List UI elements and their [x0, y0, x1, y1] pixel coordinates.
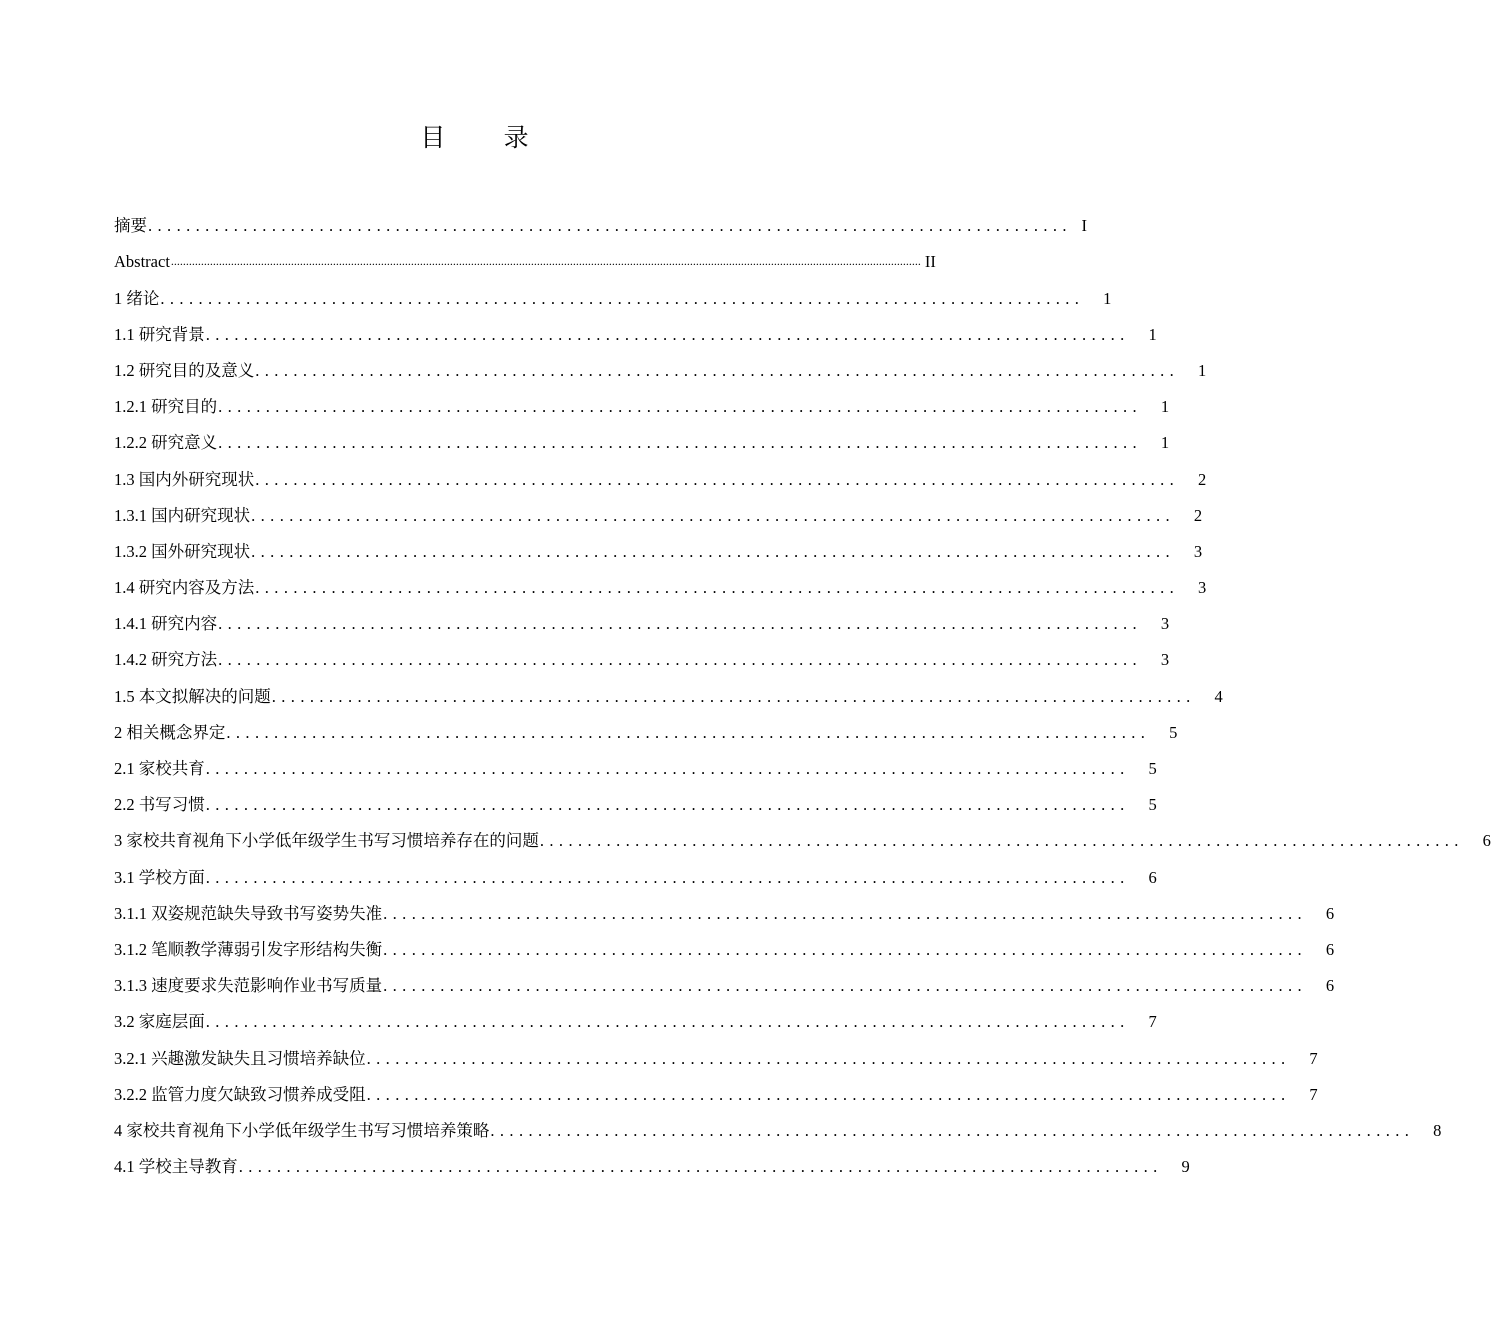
toc-entry[interactable]: [114, 570, 1207, 606]
toc-entry-page: 1: [1160, 397, 1170, 417]
toc-entry[interactable]: [114, 678, 1223, 714]
toc-entry-page: 7: [1309, 1084, 1318, 1104]
toc-dot-leader: .................................................................................................: [218, 614, 1143, 634]
toc-entry[interactable]: [114, 461, 1207, 497]
toc-entry-page: 3: [1197, 578, 1207, 598]
toc-entry[interactable]: [114, 353, 1207, 389]
toc-dot-leader: .................................................................................................: [218, 397, 1143, 417]
toc-entry-label: 1 绪论: [114, 288, 160, 308]
toc-dot-leader: .................................................................................................: [383, 903, 1308, 923]
toc-entry-page: 1: [1148, 324, 1157, 344]
toc-entry-label: 2.1 家校共育: [114, 759, 205, 778]
toc-entry-page: 5: [1148, 759, 1157, 778]
toc-entry-page: 5: [1148, 795, 1157, 815]
toc-entry[interactable]: [114, 1113, 1442, 1149]
toc-entry-label: 1.4.2 研究方法: [114, 650, 218, 670]
toc-entry[interactable]: [114, 534, 1203, 570]
toc-entry-page: 6: [1325, 976, 1335, 996]
toc-dot-leader: .................................................................................................: [490, 1120, 1415, 1140]
toc-entry-label: 1.3.1 国内研究现状: [114, 505, 251, 525]
toc-entry-page: 3: [1160, 650, 1170, 670]
page-title: 目 录: [420, 125, 555, 152]
toc-dot-leader: .................................................................................................: [255, 469, 1180, 489]
toc-entry-page: 5: [1169, 722, 1178, 742]
toc-entry-label: 1.2 研究目的及意义: [114, 360, 255, 380]
toc-entry-page: 2: [1197, 469, 1207, 489]
toc-entry-page: 3: [1160, 614, 1170, 634]
toc-entry-page: 7: [1148, 1012, 1157, 1032]
toc-dot-leader: .................................................................................................: [218, 433, 1143, 453]
toc-entry-page: 1: [1197, 360, 1207, 380]
toc-entry[interactable]: [114, 280, 1112, 316]
toc-entry[interactable]: [114, 823, 1491, 859]
toc-entry[interactable]: [114, 751, 1157, 787]
toc-dot-leader: .................................................................................................: [148, 216, 1072, 236]
toc-entry-label: Abstract: [114, 252, 170, 272]
toc-entry[interactable]: [114, 425, 1170, 461]
toc-dot-leader: .................................................................................................: [539, 831, 1464, 851]
toc-entry-label: 1.4.1 研究内容: [114, 614, 218, 634]
toc-dot-leader: .................................................................................................: [218, 650, 1143, 670]
toc-entry[interactable]: [114, 389, 1170, 425]
toc-entry-page: 1: [1160, 433, 1170, 453]
toc-entry-label: 3.1 学校方面: [114, 867, 205, 887]
toc-entry-page: I: [1081, 216, 1087, 236]
toc-entry[interactable]: [114, 968, 1335, 1004]
toc-dot-leader: .................................................................................................: [271, 686, 1196, 706]
toc-dot-leader: .................................................................................................: [383, 976, 1308, 996]
toc-entry[interactable]: [114, 715, 1178, 751]
toc-entry-page: 7: [1309, 1048, 1318, 1068]
toc-dot-leader: .................................................................................................: [251, 541, 1176, 561]
toc-entry-label: 3.1.2 笔顺教学薄弱引发字形结构失衡: [114, 939, 383, 959]
toc-entry-label: 3.2.1 兴趣激发缺失且习惯培养缺位: [114, 1048, 366, 1068]
toc-entry-label: 1.3.2 国外研究现状: [114, 541, 251, 561]
toc-dot-leader: .................................................................................................: [366, 1048, 1291, 1068]
toc-entry-label: 摘要: [114, 216, 147, 236]
toc-dot-leader: .................................................................................................: [238, 1157, 1163, 1177]
toc-dot-leader: .................................................................................................: [160, 288, 1085, 308]
toc-entry-page: 4: [1214, 686, 1223, 706]
toc-entry-label: 1.1 研究背景: [114, 324, 205, 344]
toc-entry-label: 3.2.2 监管力度欠缺致习惯养成受阻: [114, 1084, 366, 1104]
toc-entry[interactable]: [114, 896, 1335, 932]
toc-entry-label: 4 家校共育视角下小学低年级学生书写习惯培养策略: [114, 1120, 490, 1140]
toc-entry-label: 2 相关概念界定: [114, 722, 226, 742]
toc-dot-leader: .................................................................................................: [226, 722, 1151, 742]
toc-entry-label: 1.2.1 研究目的: [114, 397, 218, 417]
toc-dot-leader: ..........................................................................................................................................................................................................................................................: [170, 254, 921, 269]
toc-dot-leader: .................................................................................................: [251, 505, 1176, 525]
toc-entry[interactable]: [114, 642, 1170, 678]
toc-entry-page: 6: [1325, 939, 1335, 959]
toc-entry[interactable]: [114, 498, 1203, 534]
toc-dot-leader: .................................................................................................: [366, 1084, 1291, 1104]
toc-entry-page: 6: [1482, 831, 1491, 851]
toc-entry-label: 3.1.3 速度要求失范影响作业书写质量: [114, 976, 383, 996]
toc-dot-leader: .................................................................................................: [205, 1012, 1130, 1032]
toc-entry-page: 1: [1103, 288, 1112, 308]
toc-dot-leader: .................................................................................................: [383, 939, 1308, 959]
toc-entry-abstract-en[interactable]: [114, 244, 936, 280]
toc-entry[interactable]: [114, 1040, 1318, 1076]
toc-dot-leader: .................................................................................................: [255, 578, 1180, 598]
toc-dot-leader: .................................................................................................: [205, 795, 1130, 815]
toc-entry[interactable]: [114, 859, 1157, 895]
toc-dot-leader: .................................................................................................: [255, 360, 1180, 380]
toc-entry-label: 4.1 学校主导教育: [114, 1157, 238, 1177]
toc-entry-label: 3 家校共育视角下小学低年级学生书写习惯培养存在的问题: [114, 831, 539, 851]
toc-entry-page: 9: [1181, 1157, 1190, 1177]
toc-entry-page: 6: [1325, 903, 1335, 923]
toc-entry-label: 2.2 书写习惯: [114, 795, 205, 815]
toc-entry[interactable]: [114, 1004, 1157, 1040]
toc-entry-abstract-cn[interactable]: [114, 208, 1087, 244]
toc-entry-label: 3.2 家庭层面: [114, 1012, 205, 1032]
toc-entry-page: 6: [1148, 867, 1157, 887]
toc-dot-leader: .................................................................................................: [205, 324, 1130, 344]
toc-dot-leader: .................................................................................................: [205, 867, 1130, 887]
toc-entry[interactable]: [114, 787, 1157, 823]
toc-entry-page: 3: [1193, 541, 1203, 561]
toc-entry[interactable]: [114, 317, 1157, 353]
toc-dot-leader: .................................................................................................: [205, 759, 1130, 778]
toc-entry-page: II: [924, 252, 936, 272]
toc-entry[interactable]: [114, 606, 1170, 642]
toc-entry-page: 2: [1193, 505, 1203, 525]
toc-entry-label: 1.4 研究内容及方法: [114, 578, 255, 598]
toc-entry-label: 1.2.2 研究意义: [114, 433, 218, 453]
toc-entry-label: 1.3 国内外研究现状: [114, 469, 255, 489]
toc-entry[interactable]: [114, 1149, 1190, 1185]
toc-entry[interactable]: [114, 932, 1335, 968]
toc-entry-page: 8: [1433, 1120, 1442, 1140]
table-of-contents: [114, 208, 1491, 1185]
toc-entry-label: 3.1.1 双姿规范缺失导致书写姿势失准: [114, 903, 383, 923]
toc-entry[interactable]: [114, 1077, 1318, 1113]
toc-entry-label: 1.5 本文拟解决的问题: [114, 686, 271, 706]
